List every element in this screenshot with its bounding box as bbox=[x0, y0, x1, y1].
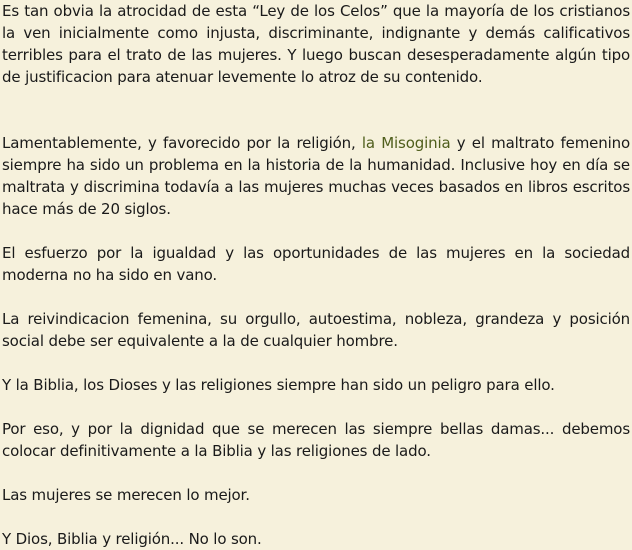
paragraph-misoginia-text-after: y el maltrato femenino siempre ha sido un problema en la historia de la humanidad. Inclusive hoy en día se maltrata y discrimina todavía a las mujeres muchas veces basados en libros escritos hace más de 20 siglos. bbox=[2, 134, 631, 218]
paragraph-reivindicacion: La reivindicacion femenina, su orgullo, autoestima, nobleza, grandeza y posición social debe ser equivalente a la de cualquier hombre. bbox=[2, 310, 630, 350]
paragraph-biblia-peligro: Y la Biblia, los Dioses y las religiones siempre han sido un peligro para ello. bbox=[2, 376, 555, 394]
paragraph-misoginia-text-before: Lamentablemente, y favorecido por la religión, bbox=[2, 134, 362, 152]
paragraph-igualdad: El esfuerzo por la igualdad y las oportunidades de las mujeres en la sociedad moderna no ha sido en vano. bbox=[2, 244, 630, 284]
paragraph-conclusion: Y Dios, Biblia y religión... No lo son. bbox=[2, 530, 262, 548]
paragraph-dignidad: Por eso, y por la dignidad que se merecen las siempre bellas damas... debemos colocar definitivamente a la Biblia y las religiones de lado. bbox=[2, 420, 630, 460]
paragraph-mujeres-merecen: Las mujeres se merecen lo mejor. bbox=[2, 486, 250, 504]
paragraph-misoginia bbox=[2, 132, 630, 220]
misoginia-link[interactable]: la Misoginia bbox=[361, 134, 451, 152]
paragraph-ley-de-los-celos: Es tan obvia la atrocidad de esta “Ley de los Celos” que la mayoría de los cristianos la ven inicialmente como injusta, discriminante, indignante y demás calificativos terribles para el trato de las mujeres. Y luego buscan desesperadamente algún tipo de justificacion para atenuar levemente lo atroz de su contenido. bbox=[2, 2, 630, 86]
